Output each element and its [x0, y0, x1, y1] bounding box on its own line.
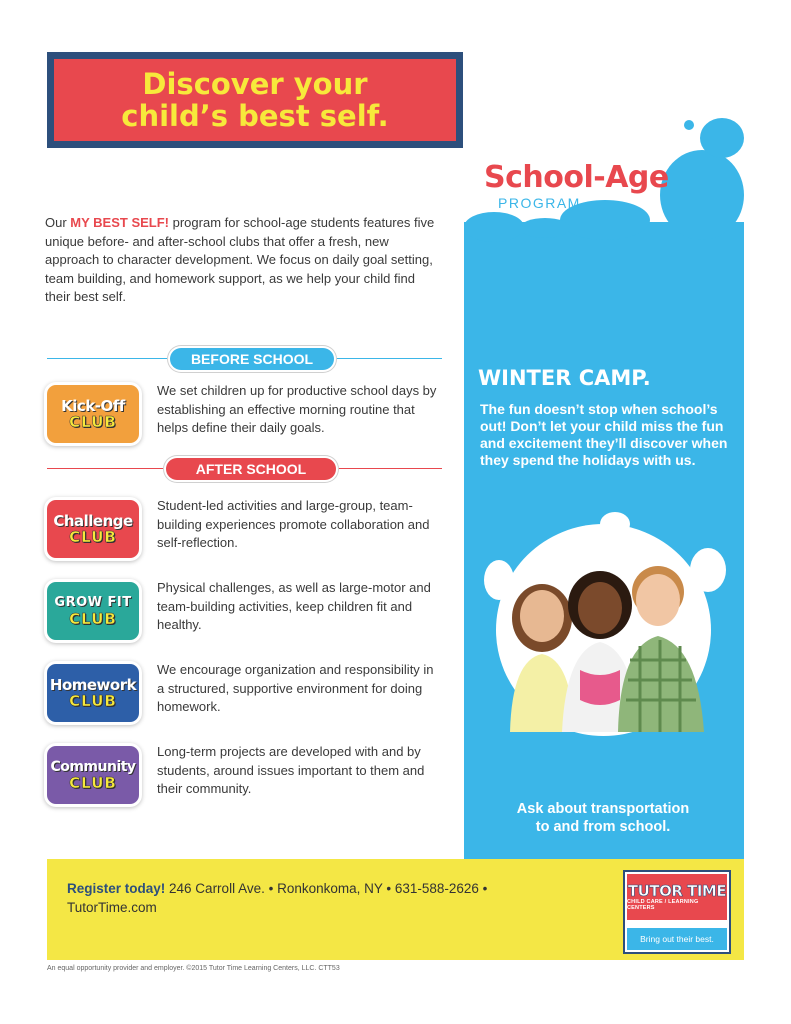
paint-splash — [660, 150, 744, 240]
winter-camp-title: WINTER CAMP. — [478, 366, 651, 390]
badge-club-word: CLUB — [69, 774, 117, 792]
logo-tagline: Bring out their best. — [627, 928, 727, 950]
intro-before: Our — [45, 215, 71, 230]
badge-club-word: CLUB — [69, 413, 117, 431]
club-description: We encourage organization and responsibility in a structured, supportive environment for doing homework. — [157, 662, 434, 714]
club-homework — [47, 664, 447, 726]
register-lead: Register today! — [67, 881, 166, 896]
logo-top — [627, 874, 727, 920]
register-website[interactable]: TutorTime.com — [67, 900, 157, 915]
club-description: Long-term projects are developed with and by students, around issues important to them and their community. — [157, 744, 425, 796]
paint-splash — [464, 212, 524, 242]
club-description: Student-led activities and large-group, team-building experiences promote collaboration and self-reflection. — [157, 498, 430, 550]
club-description: We set children up for productive school days by establishing an effective morning routine that helps define their daily goals. — [157, 383, 437, 435]
headline-text: Discover your child’s best self. — [121, 67, 389, 133]
logo-subtitle: CHILD CARE / LEARNING CENTERS — [627, 899, 699, 911]
badge-title: Kick-Off — [61, 397, 125, 415]
badge-title: Community — [50, 759, 136, 775]
register-address: 246 Carroll Ave. • Ronkonkoma, NY • 631-588-2626 • — [165, 881, 488, 896]
challenge-club-badge — [47, 500, 139, 558]
headline-panel — [54, 59, 456, 141]
footer-bar — [47, 859, 744, 960]
program-subtitle: PROGRAM — [498, 195, 581, 211]
tutor-time-logo — [623, 870, 731, 954]
homework-club-badge — [47, 664, 139, 722]
before-school-pill: BEFORE SCHOOL — [170, 348, 334, 370]
community-club-badge — [47, 746, 139, 804]
winter-camp-text: The fun doesn’t stop when school’s out! Don’t let your child miss the fun and excitement they’ll discover when they spend the holidays with us. — [480, 401, 728, 468]
badge-club-word: CLUB — [69, 528, 117, 546]
headline-banner — [47, 52, 463, 148]
program-title: School-Age — [484, 160, 669, 195]
intro-highlight: MY BEST SELF! — [70, 215, 170, 230]
after-school-pill: AFTER SCHOOL — [166, 458, 336, 480]
club-challenge — [47, 500, 447, 562]
register-info — [67, 879, 547, 917]
badge-title: Challenge — [53, 512, 133, 530]
paint-splash — [700, 118, 744, 158]
club-community — [47, 746, 447, 808]
badge-title: GROW FIT — [54, 595, 132, 610]
legal-text: An equal opportunity provider and employer. ©2015 Tutor Time Learning Centers, LLC. CTT53 — [47, 965, 340, 972]
kickoff-club-badge — [47, 385, 139, 443]
intro-paragraph — [45, 214, 440, 307]
logo-name: TUTOR TIME — [627, 882, 727, 900]
paint-splash — [520, 218, 570, 238]
club-description: Physical challenges, as well as large-motor and team-building activities, keep children fit and healthy. — [157, 580, 431, 632]
intro-after: program for school-age students features five unique before- and after-school clubs that offer a fresh, new approach to character development. We focus on daily goal setting, team building, and homework support, as we help your child find their best self. — [45, 215, 435, 304]
paint-splash — [684, 120, 694, 130]
growfit-club-badge — [47, 582, 139, 640]
club-growfit — [47, 582, 447, 644]
children-photo — [500, 550, 710, 732]
transportation-note: Ask about transportation to and from school. — [516, 801, 690, 835]
club-kickoff — [47, 385, 447, 447]
badge-title: Homework — [49, 676, 137, 694]
badge-club-word: CLUB — [69, 692, 117, 710]
badge-club-word: CLUB — [69, 610, 117, 628]
